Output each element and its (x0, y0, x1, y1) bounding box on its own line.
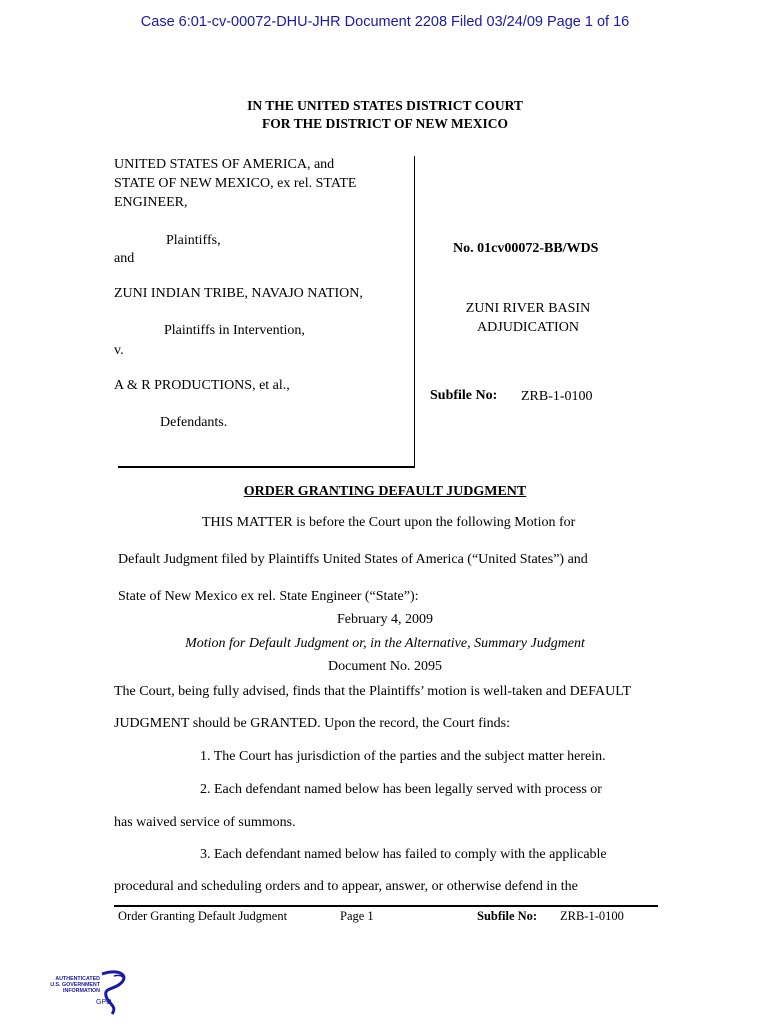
caption-divider-vertical (414, 156, 415, 468)
gpo-authentication-seal (40, 966, 132, 1016)
footer-page-number: Page 1 (340, 909, 374, 923)
case-number: No. 01cv00072-BB/WDS (453, 241, 599, 256)
basin-line1: ZUNI RIVER BASIN (465, 301, 591, 316)
order-title: ORDER GRANTING DEFAULT JUDGMENT (243, 484, 527, 499)
finding-3-line1: 3. Each defendant named below has failed to comply with the applicable (200, 847, 607, 862)
caption-intervention-label: Plaintiffs in Intervention, (164, 323, 305, 338)
caption-divider-horizontal (118, 466, 415, 468)
caption-intervenors: ZUNI INDIAN TRIBE, NAVAJO NATION, (114, 286, 363, 301)
caption-party1-line1: UNITED STATES OF AMERICA, and (114, 157, 335, 172)
motion-title: Motion for Default Judgment or, in the Alternative, Summary Judgment (185, 636, 585, 651)
eagle-head-icon (114, 975, 124, 982)
seal-text-line1: AUTHENTICATED (55, 976, 100, 982)
caption-party1-line2: STATE OF NEW MEXICO, ex rel. STATE (114, 176, 357, 191)
paragraph1-line1: THIS MATTER is before the Court upon the following Motion for (202, 515, 576, 530)
footer-rule (114, 905, 658, 907)
seal-text-line3: INFORMATION (63, 988, 100, 994)
caption-versus: v. (114, 343, 124, 358)
footer-document-name: Order Granting Default Judgment (118, 909, 288, 923)
caption-plaintiffs-label: Plaintiffs, (166, 233, 221, 248)
caption-defendants-label: Defendants. (160, 415, 228, 430)
seal-mark: GPO (96, 999, 112, 1006)
seal-text-line2: U.S. GOVERNMENT (50, 982, 100, 988)
paragraph1-line2: Default Judgment filed by Plaintiffs United States of America (“United States”) and (118, 552, 588, 567)
court-name-line1: IN THE UNITED STATES DISTRICT COURT (247, 98, 523, 113)
paragraph2-line2: JUDGMENT should be GRANTED. Upon the record, the Court finds: (114, 716, 510, 731)
caption-party1-line3: ENGINEER, (114, 195, 188, 210)
eagle-swoosh-icon (102, 972, 124, 1014)
case-header-stamp: Case 6:01-cv-00072-DHU-JHR Document 2208 Filed 03/24/09 Page 1 of 16 (140, 14, 630, 30)
finding-2-line2: has waived service of summons. (114, 815, 296, 830)
court-name-line2: FOR THE DISTRICT OF NEW MEXICO (262, 116, 508, 131)
footer-subfile-label: Subfile No: (477, 909, 538, 923)
document-number: Document No. 2095 (328, 659, 442, 674)
caption-and: and (114, 251, 135, 266)
caption-defendant: A & R PRODUCTIONS, et al., (114, 378, 290, 393)
subfile-label: Subfile No: (430, 388, 498, 403)
subfile-value: ZRB-1-0100 (521, 389, 593, 404)
footer-subfile-value: ZRB-1-0100 (560, 909, 624, 923)
motion-date: February 4, 2009 (336, 612, 434, 627)
finding-2-line1: 2. Each defendant named below has been legally served with process or (200, 782, 602, 797)
finding-3-line2: procedural and scheduling orders and to appear, answer, or otherwise defend in the (114, 879, 578, 894)
paragraph2-line1: The Court, being fully advised, finds that the Plaintiffs’ motion is well-taken and DEFAULT (114, 684, 632, 699)
finding-1: 1. The Court has jurisdiction of the parties and the subject matter herein. (200, 749, 606, 764)
paragraph1-line3: State of New Mexico ex rel. State Engineer (“State”): (118, 589, 419, 604)
basin-line2: ADJUDICATION (477, 320, 579, 335)
